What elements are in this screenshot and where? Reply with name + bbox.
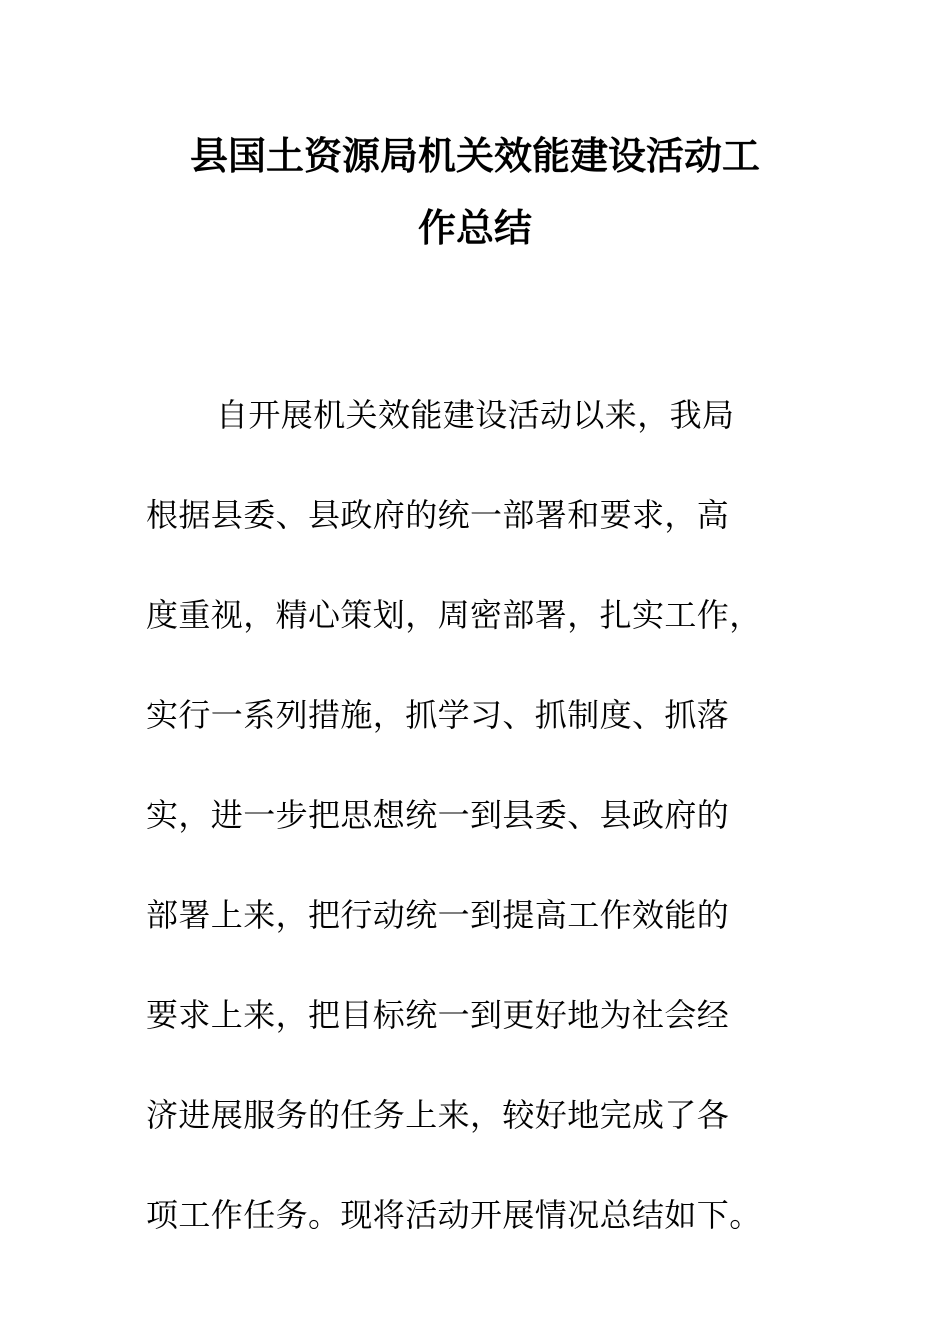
title-line-2: 作总结 — [417, 205, 532, 250]
body-paragraph — [146, 365, 806, 1265]
paragraph-line-7: 要求上来，把目标统一到更好地为社会经 — [146, 996, 730, 1034]
paragraph-line-8: 济进展服务的任务上来，较好地完成了各 — [146, 1096, 730, 1134]
paragraph-line-4: 实行一系列措施，抓学习、抓制度、抓落 — [146, 696, 730, 734]
paragraph-line-3: 度重视，精心策划，周密部署，扎实工作， — [146, 596, 762, 634]
paragraph-line-5: 实，进一步把思想统一到县委、县政府的 — [146, 796, 730, 834]
paragraph-line-6: 部署上来，把行动统一到提高工作效能的 — [146, 896, 730, 934]
paragraph-line-1: 自开展机关效能建设活动以来，我局 — [216, 396, 735, 434]
title-line-1: 县国土资源局机关效能建设活动工 — [189, 133, 760, 178]
paragraph-line-2: 根据县委、县政府的统一部署和要求，高 — [146, 496, 730, 534]
paragraph-line-9: 项工作任务。现将活动开展情况总结如下。 — [146, 1196, 762, 1234]
document-title — [0, 120, 950, 264]
